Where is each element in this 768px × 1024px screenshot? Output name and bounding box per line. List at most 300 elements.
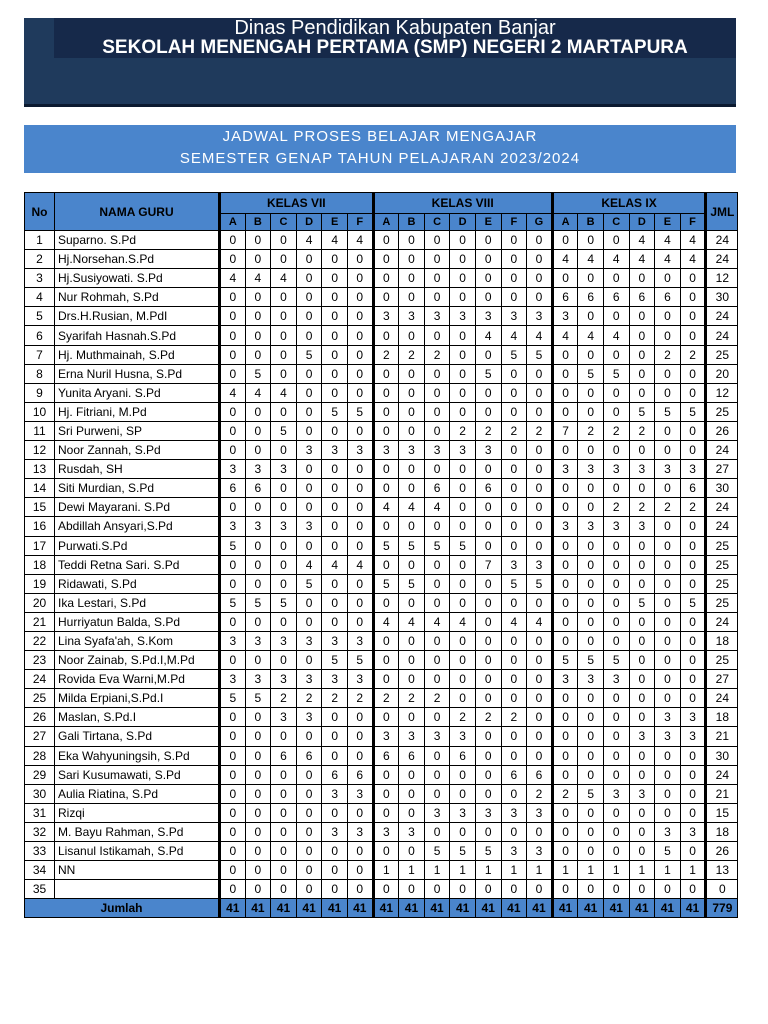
- hours-cell: 0: [347, 536, 373, 555]
- hours-cell: 0: [373, 231, 399, 250]
- hours-cell: 0: [552, 231, 578, 250]
- hours-cell: 0: [552, 593, 578, 612]
- row-total: 21: [706, 727, 738, 746]
- hours-cell: 0: [373, 765, 399, 784]
- hours-cell: 6: [501, 765, 527, 784]
- hours-cell: 0: [680, 784, 706, 803]
- hours-cell: 4: [527, 612, 553, 631]
- schedule-title: JADWAL PROSES BELAJAR MENGAJAR: [222, 128, 538, 145]
- hours-cell: 0: [475, 574, 501, 593]
- hours-cell: 3: [271, 460, 297, 479]
- hours-cell: 2: [475, 708, 501, 727]
- hours-cell: 0: [296, 269, 322, 288]
- row-total: 24: [706, 250, 738, 269]
- hours-cell: 0: [399, 288, 425, 307]
- hours-cell: 4: [373, 612, 399, 631]
- hours-cell: 5: [655, 842, 681, 861]
- hours-cell: 0: [450, 555, 476, 574]
- hours-cell: 0: [399, 231, 425, 250]
- hours-cell: 0: [220, 765, 246, 784]
- hours-cell: 0: [220, 784, 246, 803]
- hours-cell: 0: [629, 708, 655, 727]
- hours-cell: 0: [629, 651, 655, 670]
- grand-total: 779: [706, 899, 738, 918]
- class-total: 41: [245, 899, 271, 918]
- hours-cell: 0: [245, 574, 271, 593]
- hours-cell: 3: [655, 460, 681, 479]
- hours-cell: 0: [373, 631, 399, 650]
- hours-cell: 0: [424, 421, 450, 440]
- hours-cell: 3: [245, 670, 271, 689]
- row-total: 18: [706, 708, 738, 727]
- table-row: [25, 383, 738, 402]
- hours-cell: 3: [655, 708, 681, 727]
- hours-cell: 0: [245, 231, 271, 250]
- hours-cell: 0: [424, 574, 450, 593]
- class-header: E: [475, 214, 501, 231]
- hours-cell: 2: [552, 784, 578, 803]
- hours-cell: 4: [245, 383, 271, 402]
- hours-cell: 0: [578, 231, 604, 250]
- row-number: 30: [25, 784, 55, 803]
- class-group-header: KELAS VII: [220, 193, 374, 214]
- hours-cell: 0: [296, 842, 322, 861]
- hours-cell: 0: [578, 441, 604, 460]
- hours-cell: 0: [552, 689, 578, 708]
- hours-cell: 4: [629, 250, 655, 269]
- hours-cell: 0: [475, 822, 501, 841]
- hours-cell: 2: [629, 421, 655, 440]
- teacher-name: Noor Zannah, S.Pd: [55, 441, 220, 460]
- hours-cell: 0: [655, 536, 681, 555]
- table-row: [25, 307, 738, 326]
- hours-cell: 3: [527, 842, 553, 861]
- hours-cell: 0: [296, 803, 322, 822]
- hours-cell: 0: [399, 803, 425, 822]
- hours-cell: 0: [603, 269, 629, 288]
- hours-cell: 0: [680, 307, 706, 326]
- table-row: [25, 727, 738, 746]
- hours-cell: 0: [629, 536, 655, 555]
- table-row: [25, 421, 738, 440]
- header-no: No: [25, 193, 55, 231]
- hours-cell: 3: [680, 460, 706, 479]
- hours-cell: 0: [450, 574, 476, 593]
- hours-cell: 0: [322, 326, 348, 345]
- hours-cell: 0: [680, 746, 706, 765]
- hours-cell: 0: [296, 765, 322, 784]
- hours-cell: 3: [296, 670, 322, 689]
- hours-cell: 0: [373, 364, 399, 383]
- hours-cell: 0: [603, 441, 629, 460]
- hours-cell: 0: [603, 765, 629, 784]
- hours-cell: 0: [552, 842, 578, 861]
- hours-cell: 2: [450, 421, 476, 440]
- hours-cell: 3: [373, 441, 399, 460]
- hours-cell: 3: [296, 441, 322, 460]
- hours-cell: 3: [552, 460, 578, 479]
- hours-cell: 0: [271, 441, 297, 460]
- hours-cell: 0: [629, 345, 655, 364]
- row-total: 27: [706, 460, 738, 479]
- hours-cell: 0: [629, 842, 655, 861]
- schedule-title-box: [24, 125, 736, 173]
- hours-cell: 3: [603, 460, 629, 479]
- hours-cell: 0: [450, 402, 476, 421]
- teacher-name: Abdillah Ansyari,S.Pd: [55, 517, 220, 536]
- hours-cell: 0: [475, 402, 501, 421]
- hours-cell: 0: [578, 593, 604, 612]
- hours-cell: 3: [424, 307, 450, 326]
- hours-cell: 0: [680, 765, 706, 784]
- hours-cell: 0: [475, 746, 501, 765]
- hours-cell: 0: [271, 861, 297, 880]
- row-number: 5: [25, 307, 55, 326]
- hours-cell: 0: [322, 708, 348, 727]
- hours-cell: 0: [271, 479, 297, 498]
- hours-cell: 2: [578, 421, 604, 440]
- hours-cell: 0: [220, 651, 246, 670]
- hours-cell: 6: [271, 746, 297, 765]
- hours-cell: 0: [629, 574, 655, 593]
- row-total: 20: [706, 364, 738, 383]
- row-total: 30: [706, 479, 738, 498]
- class-header: B: [245, 214, 271, 231]
- teacher-name: Milda Erpiani,S.Pd.I: [55, 689, 220, 708]
- teacher-name: Hj.Norsehan.S.Pd: [55, 250, 220, 269]
- hours-cell: 0: [680, 326, 706, 345]
- hours-cell: 0: [552, 574, 578, 593]
- teacher-name: Sari Kusumawati, S.Pd: [55, 765, 220, 784]
- hours-cell: 3: [399, 727, 425, 746]
- hours-cell: 0: [603, 708, 629, 727]
- row-number: 10: [25, 402, 55, 421]
- hours-cell: 0: [603, 803, 629, 822]
- hours-cell: 4: [220, 383, 246, 402]
- hours-cell: 3: [424, 441, 450, 460]
- hours-cell: 0: [322, 574, 348, 593]
- hours-cell: 0: [322, 746, 348, 765]
- hours-cell: 0: [475, 765, 501, 784]
- hours-cell: 0: [552, 345, 578, 364]
- hours-cell: 0: [680, 612, 706, 631]
- hours-cell: 0: [220, 555, 246, 574]
- hours-cell: 0: [527, 651, 553, 670]
- hours-cell: 0: [450, 383, 476, 402]
- table-row: [25, 345, 738, 364]
- table-row: [25, 479, 738, 498]
- hours-cell: 0: [552, 708, 578, 727]
- hours-cell: 0: [527, 689, 553, 708]
- hours-cell: 0: [245, 421, 271, 440]
- hours-cell: 2: [680, 345, 706, 364]
- hours-cell: 0: [680, 517, 706, 536]
- hours-cell: 0: [655, 517, 681, 536]
- hours-cell: 0: [475, 880, 501, 899]
- header-teacher-name: NAMA GURU: [55, 193, 220, 231]
- hours-cell: 6: [629, 288, 655, 307]
- hours-cell: 0: [424, 631, 450, 650]
- hours-cell: 0: [578, 555, 604, 574]
- hours-cell: 0: [424, 708, 450, 727]
- teacher-name: Aulia Riatina, S.Pd: [55, 784, 220, 803]
- hours-cell: 0: [527, 880, 553, 899]
- hours-cell: 6: [399, 746, 425, 765]
- hours-cell: 0: [527, 364, 553, 383]
- hours-cell: 0: [552, 479, 578, 498]
- hours-cell: 5: [501, 574, 527, 593]
- hours-cell: 0: [603, 727, 629, 746]
- hours-cell: 0: [245, 727, 271, 746]
- hours-cell: 3: [629, 784, 655, 803]
- hours-cell: 2: [347, 689, 373, 708]
- table-row: [25, 612, 738, 631]
- hours-cell: 4: [629, 231, 655, 250]
- hours-cell: 1: [578, 861, 604, 880]
- row-total: 30: [706, 746, 738, 765]
- hours-cell: 0: [603, 746, 629, 765]
- hours-cell: 0: [680, 269, 706, 288]
- hours-cell: 0: [680, 689, 706, 708]
- hours-cell: 0: [680, 364, 706, 383]
- hours-cell: 5: [450, 842, 476, 861]
- row-total: 12: [706, 269, 738, 288]
- hours-cell: 0: [322, 612, 348, 631]
- header-total: JML: [706, 193, 738, 231]
- teacher-name: Eka Wahyuningsih, S.Pd: [55, 746, 220, 765]
- row-total: 24: [706, 231, 738, 250]
- hours-cell: 0: [347, 746, 373, 765]
- teacher-name: NN: [55, 861, 220, 880]
- hours-cell: 0: [475, 593, 501, 612]
- hours-cell: 5: [220, 536, 246, 555]
- hours-cell: 3: [552, 670, 578, 689]
- hours-cell: 0: [322, 250, 348, 269]
- hours-cell: 0: [373, 421, 399, 440]
- hours-cell: 0: [501, 689, 527, 708]
- hours-cell: 0: [578, 536, 604, 555]
- row-total: 24: [706, 307, 738, 326]
- hours-cell: 5: [373, 536, 399, 555]
- hours-cell: 0: [655, 765, 681, 784]
- hours-cell: 3: [245, 631, 271, 650]
- hours-cell: 0: [527, 383, 553, 402]
- table-row: [25, 861, 738, 880]
- hours-cell: 0: [296, 364, 322, 383]
- hours-cell: 0: [450, 460, 476, 479]
- hours-cell: 0: [603, 689, 629, 708]
- hours-cell: 3: [501, 842, 527, 861]
- hours-cell: 0: [475, 631, 501, 650]
- hours-cell: 0: [271, 555, 297, 574]
- hours-cell: 0: [629, 803, 655, 822]
- hours-cell: 0: [552, 536, 578, 555]
- hours-cell: 0: [220, 250, 246, 269]
- hours-cell: 0: [271, 250, 297, 269]
- hours-cell: 0: [501, 822, 527, 841]
- hours-cell: 0: [603, 574, 629, 593]
- hours-cell: 0: [245, 651, 271, 670]
- hours-cell: 6: [373, 746, 399, 765]
- hours-cell: 0: [296, 498, 322, 517]
- table-row: [25, 574, 738, 593]
- hours-cell: 0: [347, 479, 373, 498]
- hours-cell: 0: [680, 880, 706, 899]
- table-row: [25, 765, 738, 784]
- hours-cell: 0: [399, 479, 425, 498]
- hours-cell: 0: [603, 555, 629, 574]
- row-total: 18: [706, 631, 738, 650]
- hours-cell: 5: [220, 689, 246, 708]
- hours-cell: 0: [347, 880, 373, 899]
- hours-cell: 0: [245, 612, 271, 631]
- hours-cell: 5: [322, 402, 348, 421]
- hours-cell: 0: [322, 307, 348, 326]
- table-row: [25, 498, 738, 517]
- hours-cell: 0: [501, 670, 527, 689]
- teaching-schedule-table: [24, 192, 738, 918]
- hours-cell: 0: [424, 250, 450, 269]
- hours-cell: 0: [655, 364, 681, 383]
- hours-cell: 0: [373, 250, 399, 269]
- hours-cell: 3: [552, 517, 578, 536]
- hours-cell: 5: [399, 574, 425, 593]
- hours-cell: 2: [322, 689, 348, 708]
- table-row: [25, 784, 738, 803]
- hours-cell: 0: [373, 708, 399, 727]
- hours-cell: 0: [655, 880, 681, 899]
- class-total: 41: [475, 899, 501, 918]
- hours-cell: 0: [578, 842, 604, 861]
- teacher-name: Hj. Fitriani, M.Pd: [55, 402, 220, 421]
- hours-cell: 0: [245, 307, 271, 326]
- hours-cell: 2: [373, 689, 399, 708]
- hours-cell: 0: [271, 612, 297, 631]
- hours-cell: 0: [220, 861, 246, 880]
- school-name: SEKOLAH MENENGAH PERTAMA (SMP) NEGERI 2 MARTAPURA: [102, 37, 688, 58]
- hours-cell: 0: [424, 269, 450, 288]
- hours-cell: 0: [245, 345, 271, 364]
- hours-cell: 3: [220, 460, 246, 479]
- hours-cell: 1: [424, 861, 450, 880]
- hours-cell: 0: [655, 612, 681, 631]
- hours-cell: 5: [296, 345, 322, 364]
- hours-cell: 0: [373, 842, 399, 861]
- hours-cell: 3: [322, 822, 348, 841]
- table-row: [25, 326, 738, 345]
- hours-cell: 3: [424, 803, 450, 822]
- hours-cell: 2: [680, 498, 706, 517]
- hours-cell: 0: [629, 307, 655, 326]
- hours-cell: 3: [629, 517, 655, 536]
- hours-cell: 0: [296, 784, 322, 803]
- class-total: 41: [424, 899, 450, 918]
- hours-cell: 0: [220, 421, 246, 440]
- row-number: 23: [25, 651, 55, 670]
- hours-cell: 0: [629, 364, 655, 383]
- teacher-name: Gali Tirtana, S.Pd: [55, 727, 220, 746]
- hours-cell: 5: [629, 593, 655, 612]
- hours-cell: 0: [347, 345, 373, 364]
- hours-cell: 3: [296, 517, 322, 536]
- hours-cell: 0: [220, 727, 246, 746]
- hours-cell: 0: [245, 842, 271, 861]
- hours-cell: 0: [220, 288, 246, 307]
- hours-cell: 0: [245, 555, 271, 574]
- hours-cell: 0: [220, 231, 246, 250]
- hours-cell: 0: [578, 574, 604, 593]
- hours-cell: 0: [450, 345, 476, 364]
- hours-cell: 3: [655, 822, 681, 841]
- hours-cell: 6: [424, 479, 450, 498]
- hours-cell: 0: [603, 536, 629, 555]
- class-header: A: [552, 214, 578, 231]
- hours-cell: 3: [373, 822, 399, 841]
- hours-cell: 4: [245, 269, 271, 288]
- hours-cell: 0: [450, 288, 476, 307]
- class-total: 41: [296, 899, 322, 918]
- class-header: C: [603, 214, 629, 231]
- hours-cell: 5: [475, 364, 501, 383]
- hours-cell: 5: [271, 421, 297, 440]
- hours-cell: 3: [347, 631, 373, 650]
- hours-cell: 0: [347, 364, 373, 383]
- hours-cell: 5: [347, 651, 373, 670]
- hours-cell: 0: [373, 803, 399, 822]
- row-number: 24: [25, 670, 55, 689]
- hours-cell: 0: [347, 498, 373, 517]
- hours-cell: 0: [527, 479, 553, 498]
- hours-cell: 0: [373, 555, 399, 574]
- hours-cell: 0: [271, 822, 297, 841]
- hours-cell: 5: [680, 593, 706, 612]
- row-total: 25: [706, 555, 738, 574]
- hours-cell: 0: [271, 842, 297, 861]
- hours-cell: 0: [424, 460, 450, 479]
- teacher-name: Rusdah, SH: [55, 460, 220, 479]
- hours-cell: 0: [220, 364, 246, 383]
- hours-cell: 0: [655, 421, 681, 440]
- hours-cell: 0: [603, 631, 629, 650]
- hours-cell: 4: [578, 250, 604, 269]
- teacher-rows: [25, 231, 738, 899]
- hours-cell: 0: [399, 651, 425, 670]
- hours-cell: 1: [399, 861, 425, 880]
- hours-cell: 0: [245, 326, 271, 345]
- table-row: [25, 460, 738, 479]
- hours-cell: 0: [450, 689, 476, 708]
- hours-cell: 0: [424, 326, 450, 345]
- row-number: 26: [25, 708, 55, 727]
- hours-cell: 0: [450, 651, 476, 670]
- hours-cell: 5: [501, 345, 527, 364]
- class-total: 41: [527, 899, 553, 918]
- class-total: 41: [322, 899, 348, 918]
- hours-cell: 0: [322, 269, 348, 288]
- hours-cell: 0: [501, 651, 527, 670]
- hours-cell: 0: [271, 231, 297, 250]
- hours-cell: 3: [245, 517, 271, 536]
- hours-cell: 5: [424, 536, 450, 555]
- hours-cell: 0: [501, 231, 527, 250]
- hours-cell: 0: [399, 421, 425, 440]
- class-header: F: [347, 214, 373, 231]
- hours-cell: 0: [680, 842, 706, 861]
- hours-cell: 0: [296, 460, 322, 479]
- hours-cell: 0: [578, 822, 604, 841]
- hours-cell: 0: [629, 822, 655, 841]
- row-number: 2: [25, 250, 55, 269]
